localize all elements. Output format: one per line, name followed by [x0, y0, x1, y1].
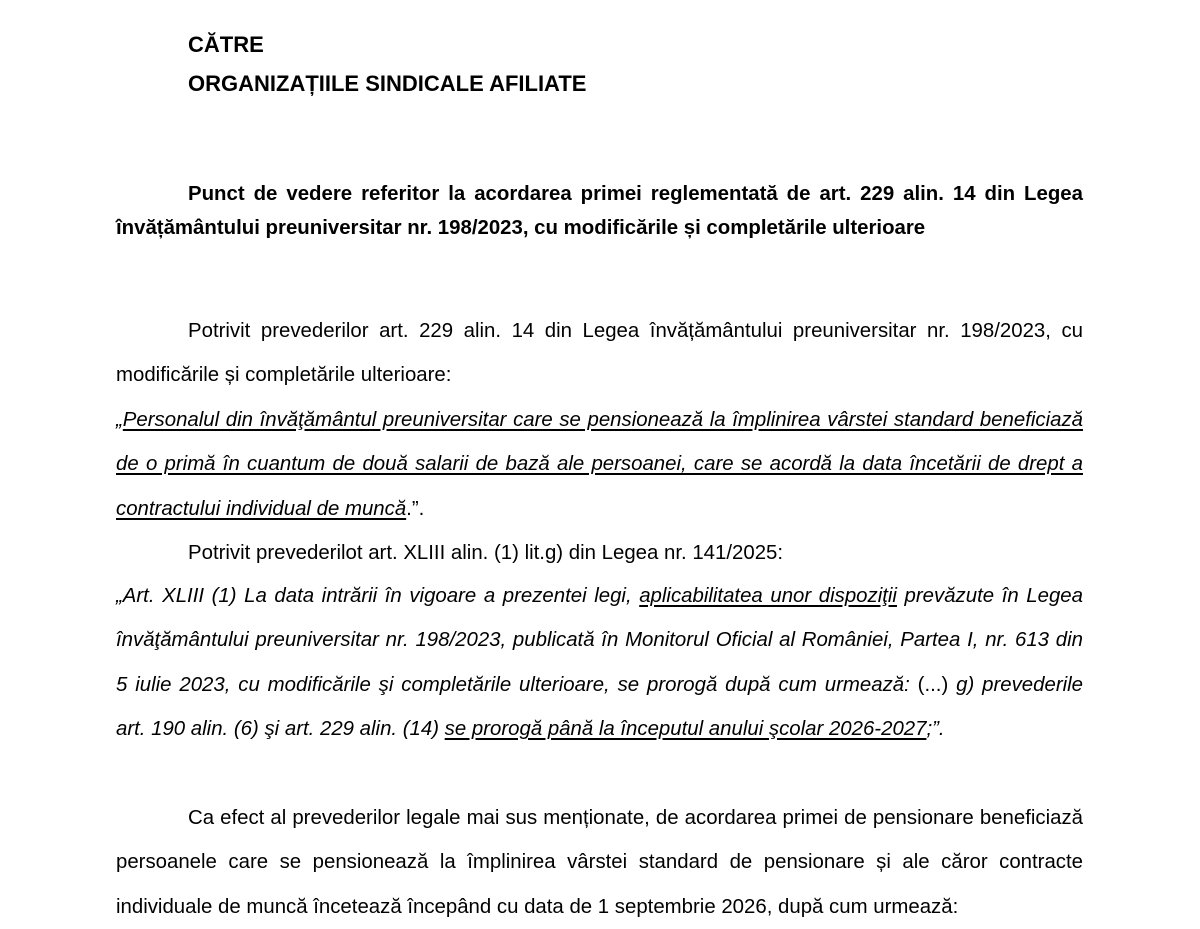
quote-article-xliii: [116, 574, 1083, 752]
quote-article-229: [116, 398, 1083, 531]
quote2-ellipsis: (...): [917, 673, 949, 696]
subject-heading: Punct de vedere referitor la acordarea primei reglementată de art. 229 alin. 14 din Legea învățământului preuniversitar nr. 198/2023, cu modificările și completările ulterioare: [116, 183, 1083, 239]
addressee-line-1: CĂTRE: [188, 32, 264, 57]
paragraph-law-141: Potrivit prevederilot art. XLIII alin. (1) lit.g) din Legea nr. 141/2025:: [188, 542, 784, 564]
quote-underlined-text: Personalul din învăţământul preuniversitar care se pensionează la împlinirea vârstei standard beneficiază de o primă în cuantum de două salarii de bază ale persoanei, care se acordă la data încetării de drept a contractului individual de muncă: [116, 409, 1083, 520]
quote2-underlined-1: aplicabilitatea unor dispoziţii: [639, 585, 897, 607]
quote2-close: ;”.: [926, 718, 945, 741]
paragraph-effect: Ca efect al prevederilor legale mai sus menționate, de acordarea primei de pensionare beneficiază persoanele care se pensionează la împlinirea vârstei standard de pensionare și ale căror contracte individuale de muncă încetează începând cu data de 1 septembrie 2026, după cum urmează:: [116, 807, 1083, 918]
addressee-line-2: ORGANIZAȚIILE SINDICALE AFILIATE: [188, 71, 587, 96]
quote2-part-1: „Art. XLIII (1) La data intrării în vigoare a prezentei legi,: [116, 585, 640, 607]
paragraph-legal-basis: Potrivit prevederilor art. 229 alin. 14 din Legea învățământului preuniversitar nr. 198/2023, cu modificările și completările ulterioare:: [116, 320, 1083, 387]
quote-open-mark: „: [116, 409, 123, 431]
quote-close-mark: .”.: [406, 497, 425, 520]
quote2-underlined-2: se prorogă până la începutul anului şcolar 2026-2027: [444, 718, 927, 741]
quote2-part-3: g) prevederile art. 190 alin. (6) şi art. 229 alin. (14): [116, 673, 1084, 741]
quote2-part-2: prevăzute în Legea învăţământului preuniversitar nr. 198/2023, publicată în Monitorul Oficial al României, Partea I, nr. 613 din 5 iulie 2023, cu modificările şi completările ulterioare, se prorogă după cum urmează:: [116, 585, 1083, 696]
